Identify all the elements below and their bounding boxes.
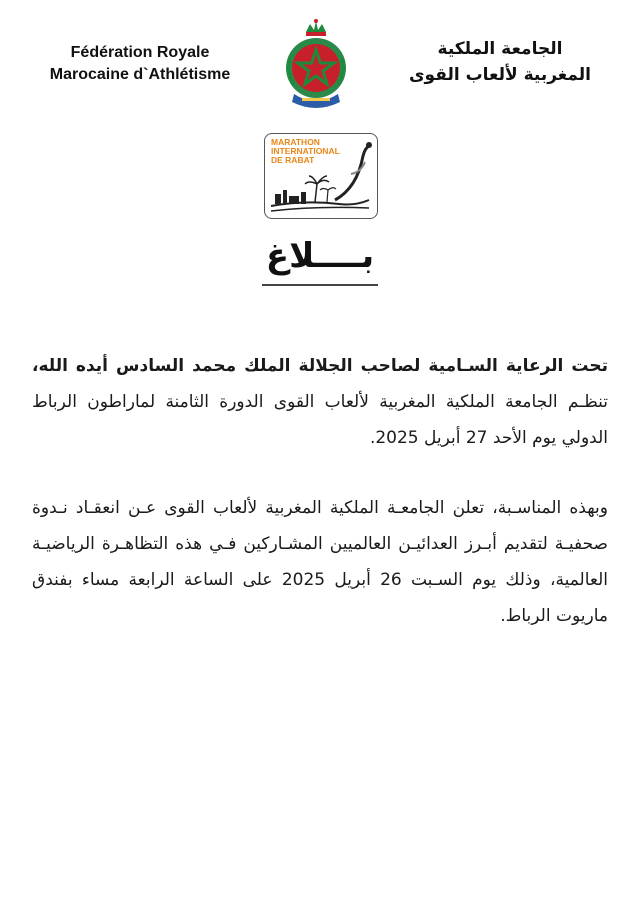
federation-name-ar: [390, 36, 610, 88]
marathon-logo-line1: MARATHON: [271, 137, 320, 147]
federation-name-ar-line2: المغربية لألعاب القوى: [408, 65, 592, 85]
marathon-logo: [264, 133, 378, 219]
marathon-logo-line2: INTERNATIONAL: [271, 146, 340, 156]
marathon-logo-text: [271, 138, 340, 165]
federation-name-fr-line2: Marocaine d`Athlétisme: [49, 66, 231, 83]
paragraph-1-bold-intro: تحت الرعاية السـامية لصاحب الجلالة الملك محمد السادس أيده الله،: [32, 356, 608, 376]
paragraph-1: [32, 348, 608, 456]
paragraph-1-text: تنظـم الجامعة الملكية المغربية لألعاب القوى الدورة الثامنة لماراطون الرباط الدولي يوم الأحد 27 أبريل 2025.: [32, 392, 608, 448]
notice-title-text: بــــلاغ: [262, 236, 378, 286]
federation-name-fr: [30, 42, 250, 86]
paragraph-2-text: وبهذه المناسـبة، تعلن الجامعـة الملكية المغربية لألعاب القوى عـن انعقـاد نـدوة صحفيـة لتقديم أبـرز العدائيـن العالميين المشـاركين فـي هذه التظاهـرة الرياضيـة العالمية، وذلك يوم السـبت 26 أبريل 2025 على الساعة الرابعة مساء بفندق ماريوت الرباط.: [32, 498, 608, 626]
federation-name-ar-line1: الجامعة الملكية: [437, 39, 563, 59]
paragraph-2: [32, 490, 608, 634]
federation-emblem-icon: [280, 18, 352, 110]
marathon-logo-line3: DE RABAT: [271, 155, 315, 165]
notice-title: [0, 236, 640, 286]
federation-name-fr-line1: Fédération Royale: [70, 44, 210, 61]
